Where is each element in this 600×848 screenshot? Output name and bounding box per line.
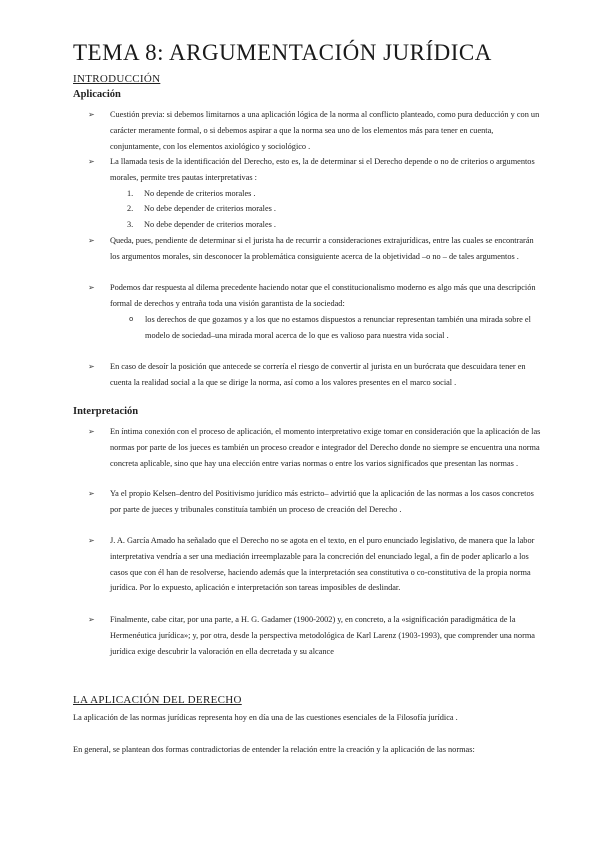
item-number: 1.: [127, 189, 134, 198]
list-item: [88, 424, 545, 471]
bullet-text: Ya el propio Kelsen–dentro del Positivismo jurídico más estricto– advirtió que la aplicación de las normas a los casos concretos por parte de jueces y tribunales constituía también un proceso de creación del Derecho .: [110, 489, 534, 514]
arrow-bullet-icon: ➢: [88, 157, 95, 166]
list-item: [88, 233, 545, 265]
numbered-item: [127, 201, 277, 217]
arrow-bullet-icon: ➢: [88, 110, 95, 119]
bullet-text: En íntima conexión con el proceso de aplicación, el momento interpretativo exige tomar en consideración que la aplicación de las normas por parte de los jueces es también un proceso creador e integrador del Derecho donde no siempre se encuentra una norma concreta aplicable, sino que hay una elección entre varias normas o entre los varios significados que presentan las normas .: [110, 427, 541, 468]
arrow-bullet-icon: ➢: [88, 283, 95, 292]
numbered-item: [127, 217, 277, 233]
arrow-bullet-icon: ➢: [88, 427, 95, 436]
list-item: [88, 533, 545, 596]
interpretacion-heading: Interpretación: [73, 406, 139, 417]
arrow-bullet-icon: ➢: [88, 615, 95, 624]
bullet-text: Queda, pues, pendiente de determinar si el jurista ha de recurrir a consideraciones extrajurídicas, entre las cuales se encontrarán los argumentos morales, sin desconocer la problemática consiguiente acerca de la objetividad –o no – de tales argumentos .: [110, 236, 534, 261]
bullet-text: En caso de desoír la posición que antecede se correría el riesgo de convertir al jurista en un burócrata que descuidara tener en cuenta la realidad social a la que se dirige la norma, así como a los valores presentes en el marco social .: [110, 362, 526, 387]
list-item: [88, 107, 545, 154]
bullet-text: J. A. García Amado ha señalado que el Derecho no se agota en el texto, en el puro enunciado legislativo, de manera que la labor interpretativa vendría a ser una mediación irreemplazable para la concreción del enunciado legal, a fin de poder aplicarlo a los casos que con él han de resolverse, haciendo además que la interpretación sea constitutiva o co-constitutiva de la propia norma jurídica. Por lo expuesto, aplicación e interpretación son tareas imposibles de deslindar.: [110, 536, 535, 593]
list-item: [88, 280, 545, 312]
arrow-bullet-icon: ➢: [88, 236, 95, 245]
bullet-text: La llamada tesis de la identificación del Derecho, esto es, la de determinar si el Derecho depende o no de criterios o argumentos morales, permite tres pautas interpretativas :: [110, 157, 535, 182]
item-text: No debe depender de criterios morales .: [144, 220, 277, 229]
list-item: [88, 154, 545, 186]
item-text: No depende de criterios morales .: [144, 189, 256, 198]
item-number: 2.: [127, 204, 134, 213]
bullet-text: Podemos dar respuesta al dilema precedente haciendo notar que el constitucionalismo moderno es algo más que una descripción formal de derechos y entraña toda una visión garantista de la sociedad:: [110, 283, 536, 308]
aplicacion-derecho-heading: LA APLICACIÓN DEL DERECHO: [73, 694, 242, 706]
bullet-text: Cuestión previa: si debemos limitarnos a una aplicación lógica de la norma al conflicto planteado, como pura deducción y con un carácter meramente formal, o si debemos aspirar a que la norma sea uno de los elementos más para tener en cuenta, conjuntamente, con los elementos axiológico y sociológico .: [110, 110, 540, 151]
list-item: [88, 359, 545, 391]
sub-list-item: [129, 312, 545, 344]
arrow-bullet-icon: ➢: [88, 362, 95, 371]
page-title: TEMA 8: ARGUMENTACIÓN JURÍDICA: [73, 40, 492, 65]
item-number: 3.: [127, 220, 134, 229]
sub-bullet-text: los derechos de que gozamos y a los que no estamos dispuestos a renunciar representan también una mirada sobre el modelo de sociedad–una mirada moral acerca de lo que es valioso para nuestra vida social .: [145, 315, 531, 340]
arrow-bullet-icon: ➢: [88, 489, 95, 498]
arrow-bullet-icon: ➢: [88, 536, 95, 545]
intro-heading: INTRODUCCIÓN: [73, 73, 161, 85]
numbered-item: [127, 186, 256, 202]
bullet-text: Finalmente, cabe citar, por una parte, a H. G. Gadamer (1900-2002) y, en concreto, a la «significación paradigmática de la Hermenéutica jurídica»; y, por otra, desde la perspectiva metodológica de Karl Larenz (1903-1993), que comprender una norma jurídica exige descubrir la valoración en ella decretada y su alcance: [110, 615, 535, 656]
aplicacion-heading: Aplicación: [73, 89, 121, 100]
item-text: No debe depender de criterios morales .: [144, 204, 277, 213]
list-item: [88, 486, 545, 518]
list-item: [88, 612, 545, 659]
paragraph: La aplicación de las normas jurídicas representa hoy en día una de las cuestiones esenciales de la Filosofía jurídica .: [73, 713, 458, 722]
circle-bullet-icon: o: [129, 315, 134, 323]
paragraph: En general, se plantean dos formas contradictorias de entender la relación entre la creación y la aplicación de las normas:: [73, 745, 475, 754]
